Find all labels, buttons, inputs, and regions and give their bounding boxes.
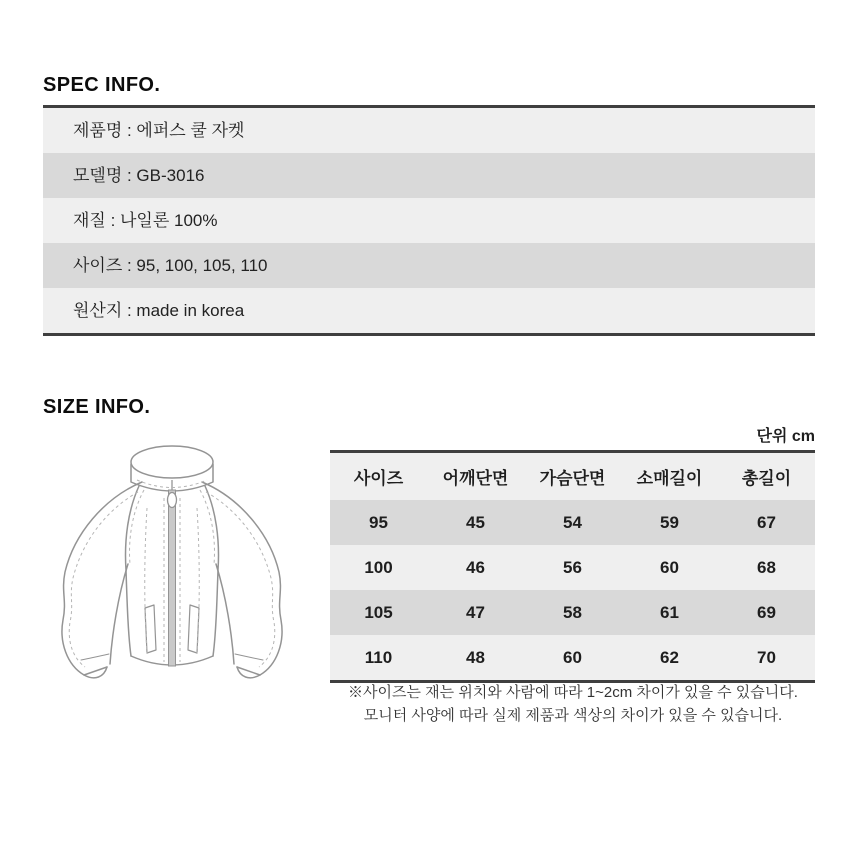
- header-cell-chest: 가슴단면: [539, 469, 606, 488]
- table-cell: 54: [563, 512, 582, 532]
- size-info-title: SIZE INFO.: [43, 396, 151, 418]
- disclaimer-line-2: 모니터 사양에 따라 실제 제품과 색상의 차이가 있을 수 있습니다.: [363, 707, 783, 724]
- table-row-110: [330, 635, 815, 680]
- unit-label: 단위 cm: [756, 428, 815, 445]
- table-cell: 67: [757, 512, 776, 532]
- spec-row-product-name: 제품명 : 에퍼스 쿨 자켓: [43, 108, 815, 153]
- spec-info-title: SPEC INFO.: [43, 74, 161, 96]
- spec-row-model-name: 모델명 : GB-3016: [43, 153, 815, 198]
- table-cell: 100: [364, 557, 393, 577]
- table-cell: 62: [660, 647, 679, 667]
- table-cell: 56: [563, 557, 582, 577]
- header-cell-shoulder: 어깨단면: [442, 469, 509, 488]
- table-cell: 46: [466, 557, 485, 577]
- table-cell: 58: [563, 602, 582, 622]
- table-row-100: [330, 545, 815, 590]
- table-cell: 60: [563, 647, 582, 667]
- table-row-95: [330, 500, 815, 545]
- size-table: [330, 450, 815, 683]
- jacket-illustration: [40, 438, 305, 698]
- header-cell-size: 사이즈: [353, 469, 404, 488]
- spec-row-sizes: 사이즈 : 95, 100, 105, 110: [43, 243, 815, 288]
- table-cell: 48: [466, 647, 485, 667]
- table-cell: 95: [369, 512, 388, 532]
- table-cell: 61: [660, 602, 679, 622]
- table-cell: 45: [466, 512, 485, 532]
- table-cell: 60: [660, 557, 679, 577]
- table-cell: 70: [757, 647, 776, 667]
- spec-row-origin: 원산지 : made in korea: [43, 288, 815, 333]
- table-cell: 105: [364, 602, 393, 622]
- table-row-105: [330, 590, 815, 635]
- spec-row-material: 재질 : 나일론 100%: [43, 198, 815, 243]
- zipper: [168, 480, 177, 666]
- table-cell: 69: [757, 602, 776, 622]
- table-cell: 59: [660, 512, 679, 532]
- size-disclaimer: [303, 681, 843, 727]
- table-cell: 68: [757, 557, 776, 577]
- spec-table: [43, 105, 815, 336]
- jacket-line-drawing-icon: [40, 438, 305, 698]
- disclaimer-line-1: ※사이즈는 재는 위치와 사람에 따라 1~2cm 차이가 있을 수 있습니다.: [348, 684, 798, 701]
- table-cell: 47: [466, 602, 485, 622]
- header-cell-sleeve: 소매길이: [636, 469, 703, 488]
- table-cell: 110: [364, 647, 393, 667]
- header-cell-length: 총길이: [741, 469, 792, 488]
- size-table-header-row: [330, 453, 815, 500]
